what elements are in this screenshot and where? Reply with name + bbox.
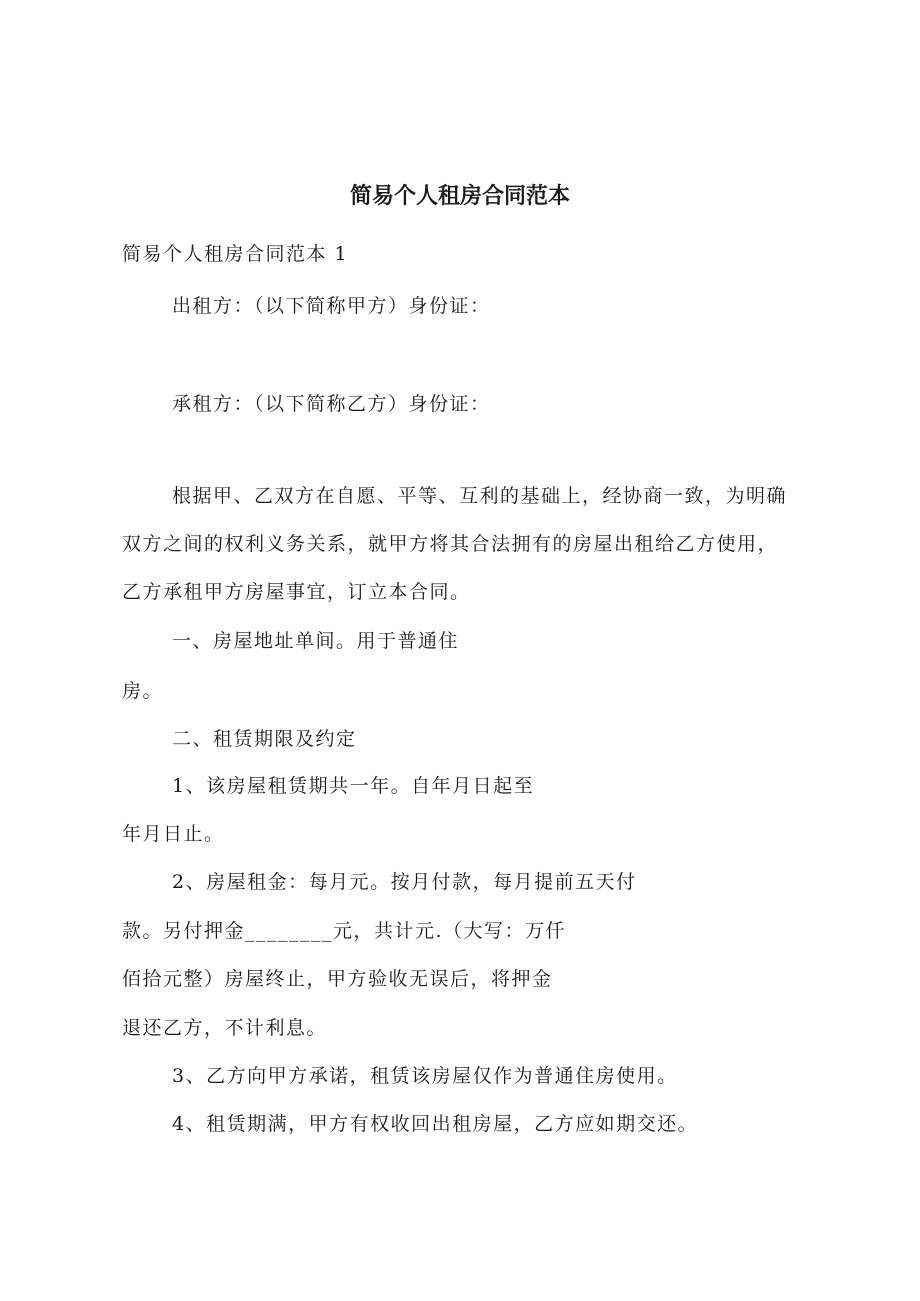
preamble-line-1: 根据甲、乙双方在自愿、平等、互利的基础上，经协商一致，为明确 [172, 485, 788, 507]
preamble-line-2: 双方之间的权利义务关系，就甲方将其合法拥有的房屋出租给乙方使用， [122, 533, 779, 555]
item-1-line-2: 年月日止。 [122, 823, 225, 845]
lessor-line: 出租方：（以下简称甲方）身份证： [172, 295, 491, 317]
item-4-line: 4、租赁期满，甲方有权收回出租房屋，乙方应如期交还。 [172, 1113, 699, 1135]
lessee-line: 承租方：（以下简称乙方）身份证： [172, 393, 491, 415]
item-2-line-1: 2、房屋租金：每月元。按月付款，每月提前五天付 [172, 871, 637, 893]
item-3-line: 3、乙方向甲方承诺，租赁该房屋仅作为普通住房使用。 [172, 1065, 678, 1087]
clause-1-line-2: 房。 [122, 680, 164, 702]
document-title: 简易个人租房合同范本 [349, 184, 570, 209]
item-1-line-1: 1、该房屋租赁期共一年。自年月日起至 [172, 775, 535, 797]
section-heading: 简易个人租房合同范本 1 [122, 243, 349, 265]
item-2-line-3: 佰拾元整）房屋终止，甲方验收无误后，将押金 [122, 968, 553, 990]
item-2-line-4: 退还乙方，不计利息。 [122, 1017, 328, 1039]
item-2-line-2: 款。另付押金________元，共计元.（大写：万仟 [122, 920, 567, 942]
clause-2-heading: 二、租赁期限及约定 [172, 728, 357, 750]
clause-1-line-1: 一、房屋地址单间。用于普通住 [172, 630, 460, 652]
preamble-line-3: 乙方承租甲方房屋事宜，订立本合同。 [122, 581, 471, 603]
